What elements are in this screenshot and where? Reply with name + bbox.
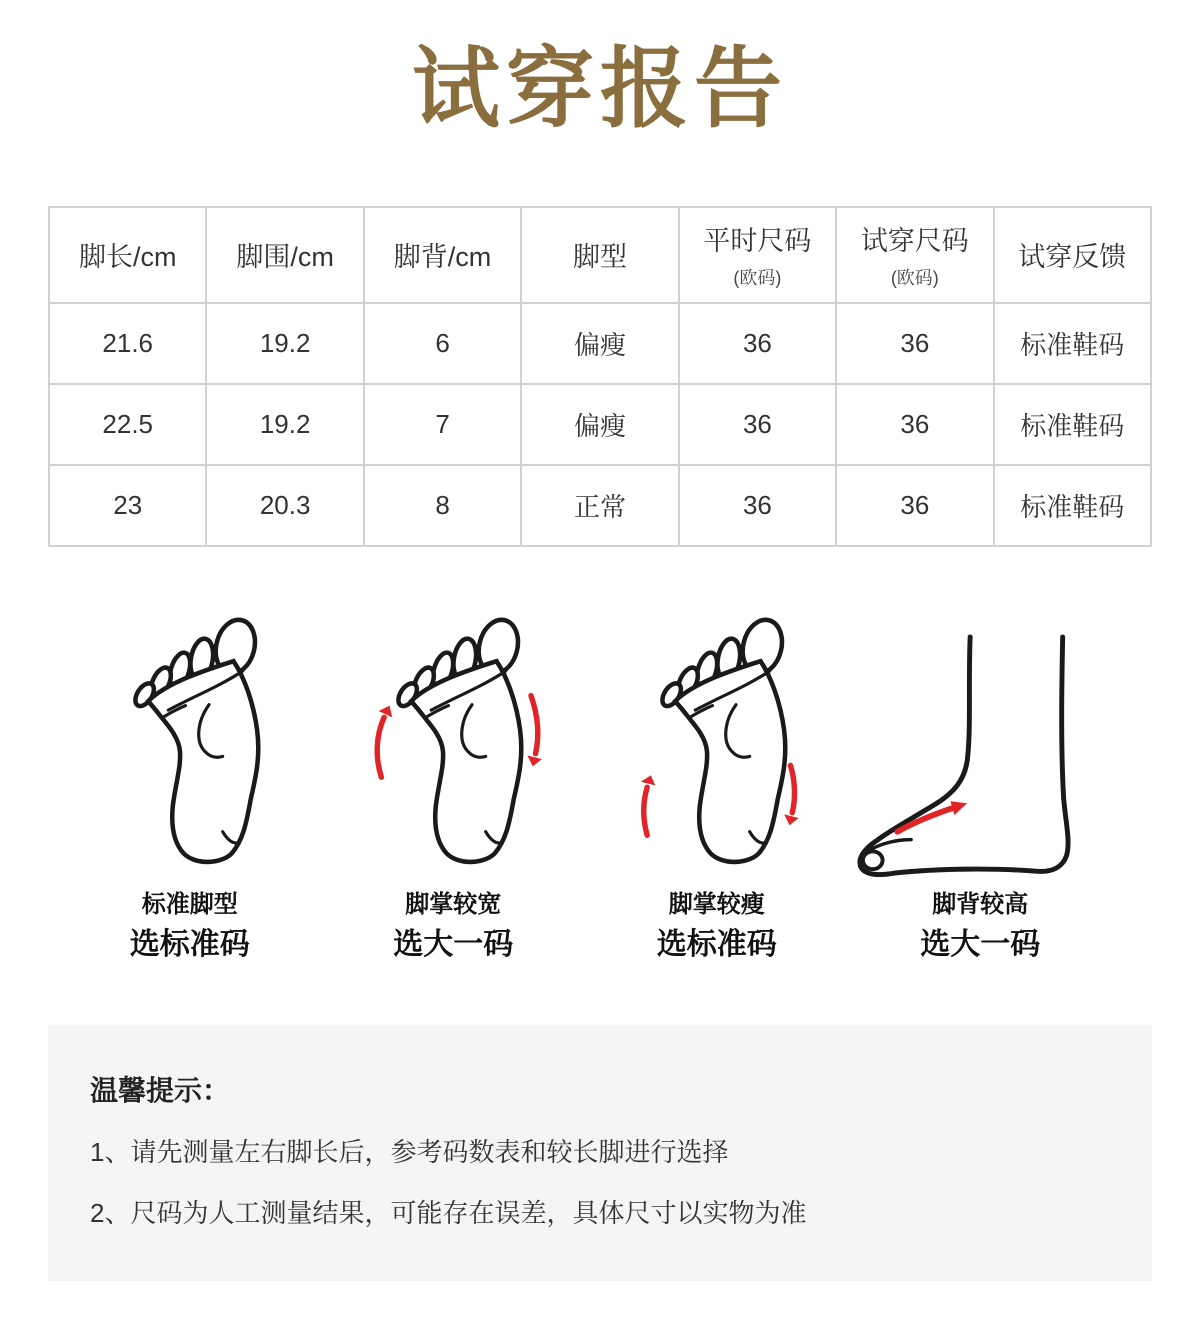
table-row	[49, 303, 1151, 384]
foot-guide-row	[0, 597, 1200, 966]
page-title: 试穿报告	[411, 39, 788, 138]
foot-advice-label: 选大一码	[393, 927, 514, 961]
foot-type-label: 脚掌较瘦	[668, 890, 765, 918]
tips-item-1: 1、请先测量左右脚长后，参考码数表和较长脚进行选择	[90, 1137, 729, 1168]
cell-usual-size: 36	[679, 303, 836, 384]
col-header-label: 脚型	[572, 242, 627, 273]
cell-feedback: 标准鞋码	[994, 384, 1151, 465]
tips-box	[48, 1025, 1152, 1281]
cell-tried-size: 36	[836, 384, 993, 465]
col-header-label: 脚背/cm	[393, 242, 492, 273]
cell-instep: 7	[364, 384, 521, 465]
cell-foot-length: 23	[49, 465, 206, 546]
col-header-label: 试穿反馈	[1018, 242, 1127, 273]
table-row	[49, 384, 1151, 465]
col-header-sublabel: (欧码)	[733, 268, 782, 289]
col-header-label: 平时尺码	[703, 226, 812, 257]
cell-instep: 8	[364, 465, 521, 546]
cell-foot-girth: 20.3	[206, 465, 363, 546]
cell-usual-size: 36	[679, 384, 836, 465]
cell-tried-size: 36	[836, 465, 993, 546]
table-row	[49, 465, 1151, 546]
foot-advice-label: 选标准码	[129, 927, 250, 961]
fit-report-table-wrap	[48, 206, 1152, 547]
col-header-foot-shape	[521, 207, 678, 303]
col-header-label: 脚围/cm	[236, 242, 334, 273]
col-header-feedback	[994, 207, 1151, 303]
cell-foot-length: 22.5	[49, 384, 206, 465]
foot-type-label: 标准脚型	[141, 890, 238, 918]
cell-usual-size: 36	[679, 465, 836, 546]
cell-tried-size: 36	[836, 303, 993, 384]
foot-advice-label: 选大一码	[920, 927, 1041, 961]
col-header-usual-size	[679, 207, 836, 303]
col-header-label: 脚长/cm	[78, 242, 177, 273]
fit-report-table	[48, 206, 1152, 547]
foot-guide-high-instep	[849, 597, 1113, 966]
foot-sole-width-arrows-icon	[353, 597, 553, 877]
cell-foot-shape: 偏瘦	[521, 384, 678, 465]
table-header-row	[49, 207, 1151, 303]
foot-sole-slim-arrows-icon	[617, 597, 817, 877]
col-header-instep	[364, 207, 521, 303]
col-header-foot-length	[49, 207, 206, 303]
col-header-foot-girth	[206, 207, 363, 303]
col-header-label: 试穿尺码	[860, 226, 969, 257]
cell-foot-girth: 19.2	[206, 303, 363, 384]
cell-foot-girth: 19.2	[206, 384, 363, 465]
cell-feedback: 标准鞋码	[994, 303, 1151, 384]
cell-foot-length: 21.6	[49, 303, 206, 384]
cell-foot-shape: 偏瘦	[521, 303, 678, 384]
tips-item-2: 2、尺码为人工测量结果，可能存在误差，具体尺寸以实物为准	[90, 1198, 807, 1229]
tips-title: 温馨提示：	[90, 1075, 231, 1107]
foot-type-label: 脚掌较宽	[405, 890, 502, 918]
foot-guide-standard	[58, 597, 322, 966]
foot-side-instep-arrow-icon	[852, 597, 1108, 877]
foot-guide-slim	[585, 597, 849, 966]
cell-instep: 6	[364, 303, 521, 384]
cell-feedback: 标准鞋码	[994, 465, 1151, 546]
foot-advice-label: 选标准码	[656, 927, 777, 961]
col-header-tried-size	[836, 207, 993, 303]
foot-type-label: 脚背较高	[932, 890, 1029, 918]
foot-sole-icon	[90, 597, 290, 877]
foot-guide-wide	[322, 597, 586, 966]
col-header-sublabel: (欧码)	[890, 268, 939, 289]
cell-foot-shape: 正常	[521, 465, 678, 546]
